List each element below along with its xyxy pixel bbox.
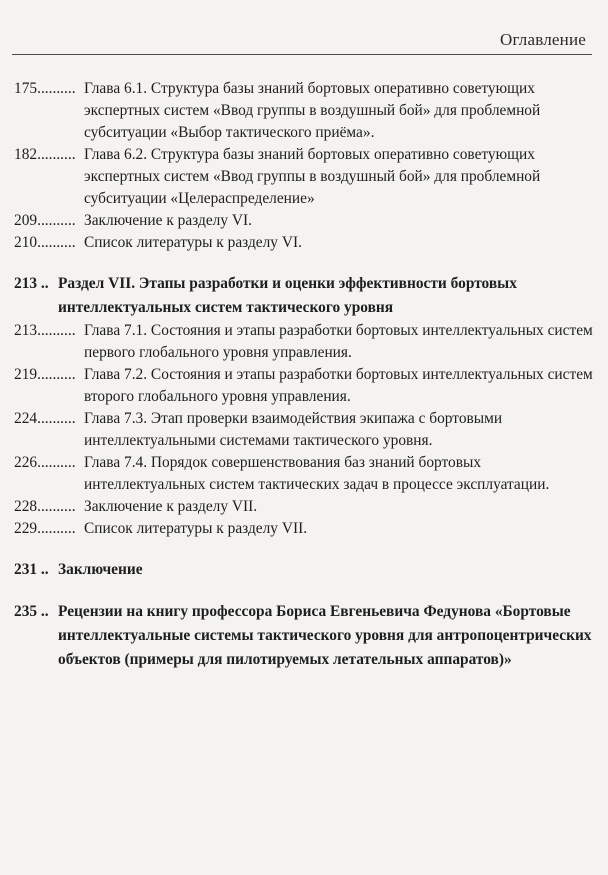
toc-entry-leader: ..........	[37, 454, 76, 471]
toc-entry-leader: ..........	[37, 322, 76, 339]
header-rule	[12, 54, 592, 55]
toc-entry-text: Заключение к разделу VII.	[84, 498, 258, 515]
toc-entry[interactable]	[14, 364, 599, 408]
toc-entry-page: 213	[14, 322, 38, 339]
toc-entry-page: 229	[14, 520, 38, 537]
toc-entry-leader: ..........	[37, 410, 76, 427]
toc-entry-page: 182	[14, 146, 38, 163]
toc-entry-leader: ..........	[37, 212, 76, 229]
toc-entry-page: 210	[14, 234, 38, 251]
toc-entry-leader: ..........	[37, 520, 76, 537]
page-header-title: Оглавление	[500, 30, 586, 49]
toc-entry-page: 209	[14, 212, 38, 229]
toc-content	[14, 78, 599, 672]
toc-entry-text: Глава 7.1. Состояния и этапы разработки бортовых интеллектуальных систем первого глобального уровня управления.	[84, 322, 593, 361]
toc-entry-text: Глава 7.4. Порядок совершенствования баз знаний бортовых интеллектуальных систем тактических задач в процессе эксплуатации.	[84, 454, 550, 493]
toc-entry[interactable]	[14, 210, 599, 232]
toc-entry-page: 219	[14, 366, 38, 383]
toc-entry-page: 224	[14, 410, 38, 427]
toc-entry-leader: ..........	[37, 80, 76, 97]
toc-section-title: Заключение	[58, 561, 143, 578]
toc-entry-text: Глава 7.2. Состояния и этапы разработки бортовых интеллектуальных систем второго глобального уровня управления.	[84, 366, 593, 405]
toc-entry-leader: ..........	[37, 234, 76, 251]
toc-section-title: Рецензии на книгу профессора Бориса Евгеньевича Федунова «Бортовые интеллектуальные системы тактического уровня для антропоцентрических объектов (примеры для пилотируемых летательных аппаратов)»	[58, 603, 592, 668]
toc-entry[interactable]	[14, 78, 599, 144]
toc-entry-text: Заключение к разделу VI.	[84, 212, 252, 229]
toc-entry[interactable]	[14, 232, 599, 254]
toc-section-page: 235 ..	[14, 603, 49, 620]
toc-entry[interactable]	[14, 496, 599, 518]
toc-entry-text: Глава 6.1. Структура базы знаний бортовых оперативно советующих экспертных систем «Ввод группы в воздушный бой» для проблемной субситуации «Выбор тактического приёма».	[84, 80, 541, 141]
toc-entry-page: 175	[14, 80, 38, 97]
toc-entry[interactable]	[14, 518, 599, 540]
toc-entry-text: Список литературы к разделу VII.	[84, 520, 308, 537]
toc-section-title: Раздел VII. Этапы разработки и оценки эффективности бортовых интеллектуальных систем тактического уровня	[58, 275, 517, 316]
toc-entry[interactable]	[14, 408, 599, 452]
toc-entry[interactable]	[14, 452, 599, 496]
toc-entry-text: Глава 6.2. Структура базы знаний бортовых оперативно советующих экспертных систем «Ввод группы в воздушный бой» для проблемной субситуации «Целераспределение»	[84, 146, 541, 207]
toc-entry-leader: ..........	[37, 366, 76, 383]
toc-section-page: 231 ..	[14, 561, 49, 578]
toc-entry-page: 226	[14, 454, 38, 471]
toc-section-page: 213 ..	[14, 275, 49, 292]
toc-entry-leader: ..........	[37, 498, 76, 515]
toc-reviews[interactable]	[14, 600, 599, 672]
toc-entry[interactable]	[14, 144, 599, 210]
toc-entry-page: 228	[14, 498, 38, 515]
toc-entry-text: Список литературы к разделу VI.	[84, 234, 302, 251]
toc-entry-leader: ..........	[37, 146, 76, 163]
toc-section-7[interactable]	[14, 272, 599, 320]
toc-entry-text: Глава 7.3. Этап проверки взаимодействия экипажа с бортовыми интеллектуальными системами тактического уровня.	[84, 410, 503, 449]
toc-entry[interactable]	[14, 320, 599, 364]
toc-conclusion[interactable]	[14, 558, 599, 582]
